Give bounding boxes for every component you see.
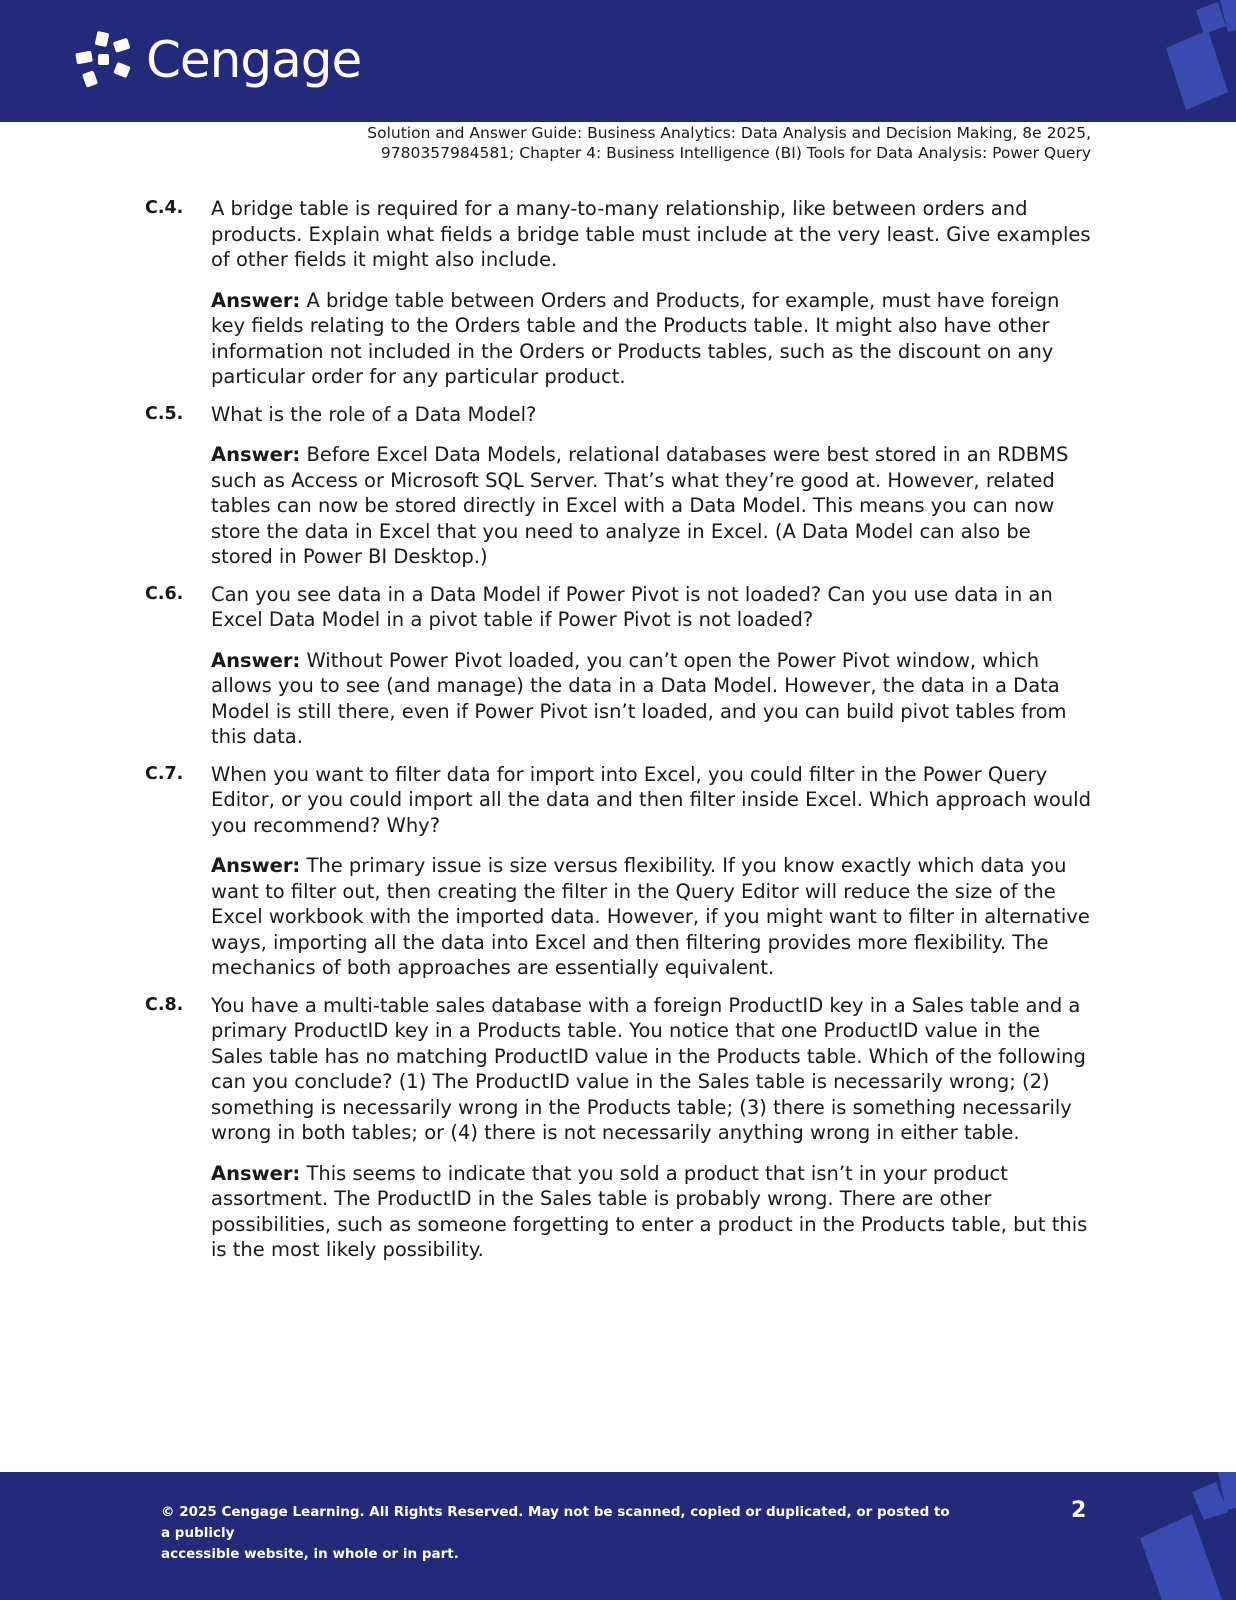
copyright-line: accessible website, in whole or in part. <box>161 1546 459 1562</box>
running-head <box>191 123 1091 163</box>
qa-item <box>145 582 1095 750</box>
running-head-line: 9780357984581; Chapter 4: Business Intelligence (BI) Tools for Data Analysis: Power Query <box>380 144 1091 162</box>
question-number: C.6. <box>145 583 184 604</box>
cengage-logo <box>74 30 361 90</box>
cengage-mark-icon <box>74 30 136 90</box>
answer-text: This seems to indicate that you sold a product that isn’t in your product assortment. The ProductID in the Sales table is probably wrong. There are other possibilities, such as someone forgetting to enter a product in the Products table, but this is the most likely possibility. <box>211 1161 1088 1261</box>
answer-text: The primary issue is size versus flexibility. If you know exactly which data you want to filter out, then creating the filter in the Query Editor will reduce the size of the Excel workbook with the imported data. However, if you might want to filter in alternative ways, importing all the data into Excel and then filtering provides more flexibility. The mechanics of both approaches are essentially equivalent. <box>211 854 1090 979</box>
qa-item <box>145 402 1095 570</box>
question-number: C.4. <box>145 198 184 218</box>
answer-label: Answer: <box>211 854 301 877</box>
copyright-notice <box>161 1502 961 1565</box>
answer-label: Answer: <box>211 443 301 466</box>
qa-item <box>145 762 1095 981</box>
answer-paragraph <box>211 288 1095 390</box>
question-text: A bridge table is required for a many-to-many relationship, like between orders and products. Explain what fields a bridge table must include at the very least. Give examples of other fields it might also include. <box>211 197 1091 271</box>
qa-content <box>145 196 1095 1275</box>
answer-text: Before Excel Data Models, relational databases were best stored in an RDBMS such as Access or Microsoft SQL Server. That’s what they’re good at. However, related tables can now be stored directly in Excel with a Data Model. This means you can now store the data in Excel that you need to analyze in Excel. (A Data Model can also be stored in Power BI Desktop.) <box>211 443 1069 568</box>
answer-text: A bridge table between Orders and Products, for example, must have foreign key fields relating to the Orders table and the Products table. It might also have other information not included in the Orders or Products tables, such as the discount on any particular order for any particular product. <box>211 288 1060 388</box>
answer-paragraph <box>211 442 1095 570</box>
question-text: When you want to filter data for import into Excel, you could filter in the Power Query Editor, or you could import all the data and then filter inside Excel. Which approach would you recommend? Why? <box>211 762 1091 837</box>
qa-item <box>145 993 1095 1263</box>
page-number: 2 <box>1071 1498 1087 1523</box>
answer-label: Answer: <box>211 648 301 672</box>
question-text: You have a multi-table sales database with a foreign ProductID key in a Sales table and a primary ProductID key in a Products table. You notice that one ProductID value in the Sales table has no matching ProductID value in the Products table. Which of the following can you conclude? (1) The ProductID value in the Sales table is necessarily wrong; (2) something is necessarily wrong in the Products table; (3) there is something necessarily wrong in both tables; or (4) there is not necessarily anything wrong in either table. <box>211 993 1086 1144</box>
question-number: C.8. <box>145 994 184 1015</box>
answer-label: Answer: <box>211 288 301 312</box>
corner-decoration-icon <box>1156 0 1236 122</box>
answer-text: Without Power Pivot loaded, you can’t open the Power Pivot window, which allows you to see (and manage) the data in a Data Model. However, the data in a Data Model is still there, even if Power Pivot isn’t loaded, and you can build pivot tables from this data. <box>211 648 1067 748</box>
question-number: C.5. <box>145 403 184 424</box>
question-text: Can you see data in a Data Model if Power Pivot is not loaded? Can you use data in an Excel Data Model in a pivot table if Power Pivot is not loaded? <box>211 582 1053 631</box>
brand-wordmark: Cengage <box>146 31 362 89</box>
corner-decoration-icon <box>1136 1472 1236 1600</box>
question-text: What is the role of a Data Model? <box>211 402 537 426</box>
header-band <box>0 0 1236 122</box>
qa-item <box>145 196 1095 390</box>
answer-label: Answer: <box>211 1161 301 1185</box>
copyright-line: © 2025 Cengage Learning. All Rights Reserved. May not be scanned, copied or duplicated, or posted to a publicly <box>161 1504 950 1541</box>
running-head-line: Solution and Answer Guide: Business Analytics: Data Analysis and Decision Making, 8e 2025, <box>367 124 1091 142</box>
answer-paragraph <box>211 1161 1095 1263</box>
answer-paragraph <box>211 853 1095 981</box>
answer-paragraph <box>211 648 1095 750</box>
footer-band <box>0 1472 1236 1600</box>
question-number: C.7. <box>145 763 184 784</box>
